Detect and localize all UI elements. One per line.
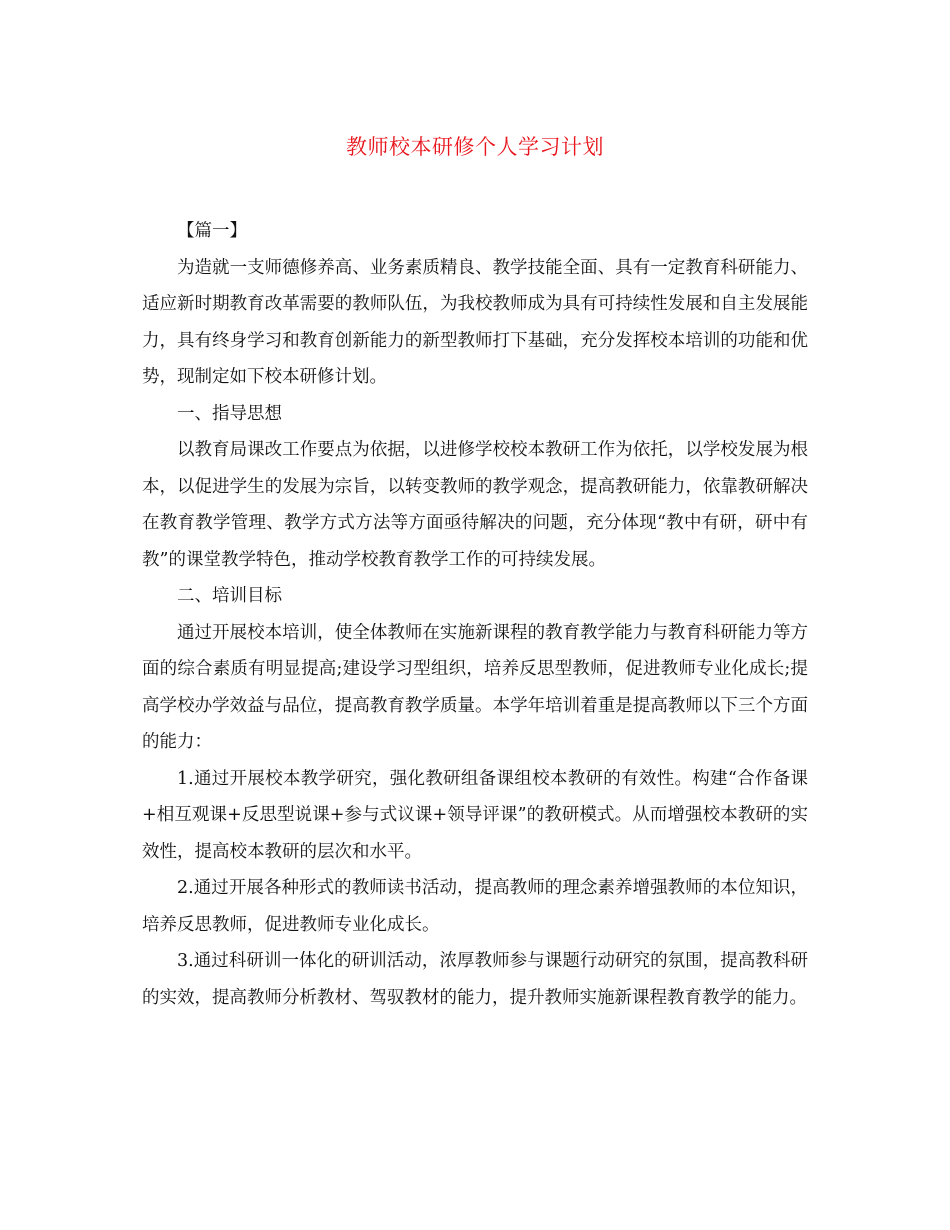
section-label: 【篇一】 — [177, 221, 247, 241]
intro-paragraph: 为造就一支师德修养高、业务素质精良、教学技能全面、具有一定教育科研能力、适应新时期教育改革需要的教师队伍，为我校教师成为具有可持续性发展和自主发展能力，具有终身学习和教育创新能力的新型教师打下基础，充分发挥校本培训的功能和优势，现制定如下校本研修计划。 — [142, 257, 808, 387]
heading-guiding-ideology: 一、指导思想 — [177, 403, 282, 424]
goal-item-2: 2.通过开展各种形式的教师读书活动，提高教师的理念素养增强教师的本位知识，培养反思教师，促进教师专业化成长。 — [142, 878, 808, 935]
document-title: 教师校本研修个人学习计划 — [346, 135, 604, 159]
goal-item-3: 3.通过科研训一体化的研训活动，浓厚教师参与课题行动研究的氛围，提高教科研的实效，提高教师分析教材、驾驭教材的能力，提升教师实施新课程教育教学的能力。 — [142, 951, 808, 1008]
guiding-ideology-paragraph: 以教育局课改工作要点为依据，以进修学校校本教研工作为依托，以学校发展为根本，以促进学生的发展为宗旨，以转变教师的教学观念，提高教研能力，依靠教研解决在教育教学管理、教学方式方法等方面亟待解决的问题，充分体现“教中有研，研中有教”的课堂教学特色，推动学校教育教学工作的可持续发展。 — [142, 440, 808, 570]
heading-training-goals: 二、培训目标 — [177, 586, 282, 606]
training-goals-paragraph: 通过开展校本培训，使全体教师在实施新课程的教育教学能力与教育科研能力等方面的综合素质有明显提高;建设学习型组织，培养反思型教师，促进教师专业化成长;提高学校办学效益与品位，提高教育教学质量。本学年培训着重是提高教师以下三个方面的能力： — [142, 622, 808, 752]
goal-item-1: 1.通过开展校本教学研究，强化教研组备课组校本教研的有效性。构建“合作备课+相互观课+反思型说课+参与式议课+领导评课”的教研模式。从而增强校本教研的实效性，提高校本教研的层次和水平。 — [142, 768, 808, 862]
document-body — [142, 213, 808, 1016]
